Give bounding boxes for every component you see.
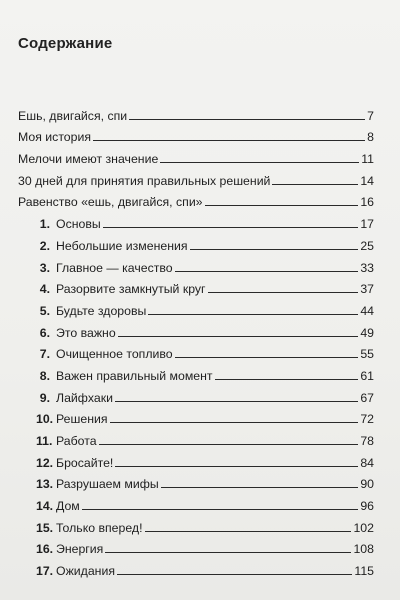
chapter-entries: [18, 209, 374, 578]
toc-chapter-entry: [18, 383, 374, 405]
chapter-number: 15.: [36, 520, 54, 535]
toc-entry-title: Мелочи имеют значение: [18, 152, 159, 167]
leader-line: [93, 139, 365, 141]
toc-chapter-entry: [18, 296, 374, 318]
chapter-page: 67: [360, 390, 374, 405]
toc-entry: [18, 123, 374, 145]
leader-line: [110, 421, 359, 423]
toc-entry-page: 8: [367, 130, 374, 145]
leader-line: [115, 465, 358, 467]
leader-line: [118, 335, 359, 337]
leader-line: [145, 530, 352, 532]
leader-line: [115, 400, 358, 402]
chapter-title: Разорвите замкнутый круг: [56, 282, 206, 297]
chapter-title: Энергия: [56, 542, 104, 557]
chapter-number: 13.: [36, 477, 54, 492]
chapter-page: 108: [353, 542, 374, 557]
toc-entry-page: 14: [360, 173, 374, 188]
leader-line: [272, 183, 358, 185]
leader-line: [82, 508, 359, 510]
leader-line: [208, 291, 359, 293]
chapter-number: 2.: [39, 238, 50, 253]
leader-line: [148, 313, 358, 315]
chapter-number: 17.: [36, 564, 54, 579]
toc-entry-page: 7: [367, 108, 374, 123]
chapter-page: 55: [360, 347, 374, 362]
chapter-number: 16.: [36, 542, 54, 557]
chapter-number: 12.: [36, 455, 54, 470]
chapter-page: 33: [360, 260, 374, 275]
toc-chapter-entry: [18, 513, 374, 535]
toc-entry: [18, 101, 374, 123]
chapter-title: Основы: [56, 217, 101, 232]
toc-chapter-entry: [18, 491, 374, 513]
toc-chapter-entry: [18, 340, 374, 362]
chapter-page: 61: [360, 368, 374, 383]
toc-entry-title: Равенство «ешь, двигайся, спи»: [18, 195, 203, 210]
chapter-page: 44: [360, 303, 374, 318]
leader-line: [99, 443, 359, 445]
toc-chapter-entry: [18, 275, 374, 297]
toc-entry: [18, 188, 374, 210]
toc-entry: [18, 144, 374, 166]
chapter-number: 9.: [39, 390, 50, 405]
leader-line: [103, 226, 359, 228]
chapter-number: 3.: [39, 260, 50, 275]
chapter-title: Работа: [56, 434, 97, 448]
chapter-number: 14.: [36, 499, 54, 514]
toc-entry-page: 16: [360, 195, 374, 210]
toc-chapter-entry: [18, 231, 374, 253]
chapter-title: Ожидания: [56, 564, 115, 579]
toc-entry-title: Ешь, двигайся, спи: [18, 108, 128, 123]
leader-line: [175, 270, 359, 272]
toc-chapter-entry: [18, 470, 374, 492]
chapter-title: Будьте здоровы: [56, 303, 147, 318]
toc-chapter-entry: [18, 426, 374, 448]
chapter-number: 6.: [39, 325, 50, 340]
chapter-title: Дом: [56, 499, 80, 514]
chapter-title: Это важно: [56, 325, 116, 340]
leader-line: [190, 248, 359, 250]
toc-chapter-entry: [18, 556, 374, 578]
chapter-page: 25: [360, 238, 374, 253]
toc-entry-page: 11: [361, 152, 374, 167]
toc-chapter-entry: [18, 448, 374, 470]
toc-entry-title: Моя история: [18, 130, 92, 145]
chapter-title: Бросайте!: [56, 455, 114, 470]
chapter-title: Очищенное топливо: [56, 347, 173, 362]
chapter-title: Решения: [56, 412, 108, 427]
intro-entries: [18, 101, 374, 209]
leader-line: [205, 204, 359, 206]
chapter-title: Небольшие изменения: [56, 238, 188, 253]
chapter-page: 102: [353, 520, 374, 535]
leader-line: [117, 573, 352, 575]
chapter-number: 4.: [39, 282, 50, 297]
toc-chapter-entry: [18, 361, 374, 383]
leader-line: [161, 486, 359, 488]
chapter-page: 84: [360, 455, 374, 470]
leader-line: [129, 118, 365, 120]
chapter-page: 90: [360, 477, 374, 492]
leader-line: [105, 551, 351, 553]
chapter-page: 115: [354, 564, 374, 579]
toc-chapter-entry: [18, 253, 374, 275]
chapter-title: Только вперед!: [56, 520, 143, 535]
chapter-number: 1.: [39, 217, 50, 232]
chapter-number: 5.: [39, 303, 50, 318]
toc-heading: Содержание: [18, 35, 113, 52]
chapter-page: 49: [360, 325, 374, 340]
leader-line: [175, 356, 359, 358]
chapter-title: Лайфхаки: [56, 390, 113, 405]
toc-entry-title: 30 дней для принятия правильных решений: [18, 173, 271, 188]
chapter-number: 10.: [36, 412, 54, 427]
toc-chapter-entry: [18, 535, 374, 557]
chapter-page: 17: [360, 217, 374, 232]
toc-entry: [18, 166, 374, 188]
chapter-page: 37: [360, 282, 374, 297]
table-of-contents: [18, 101, 374, 578]
toc-chapter-entry: [18, 405, 374, 427]
chapter-number: 11.: [36, 434, 53, 448]
chapter-title: Важен правильный момент: [56, 368, 213, 383]
toc-chapter-entry: [18, 209, 374, 231]
chapter-page: 72: [360, 412, 374, 427]
chapter-number: 7.: [39, 347, 50, 362]
chapter-title: Главное — качество: [56, 260, 173, 275]
leader-line: [215, 378, 359, 380]
leader-line: [160, 161, 359, 163]
toc-chapter-entry: [18, 318, 374, 340]
chapter-page: 96: [360, 499, 374, 514]
chapter-page: 78: [360, 434, 374, 448]
chapter-number: 8.: [39, 368, 50, 383]
chapter-title: Разрушаем мифы: [56, 477, 159, 492]
